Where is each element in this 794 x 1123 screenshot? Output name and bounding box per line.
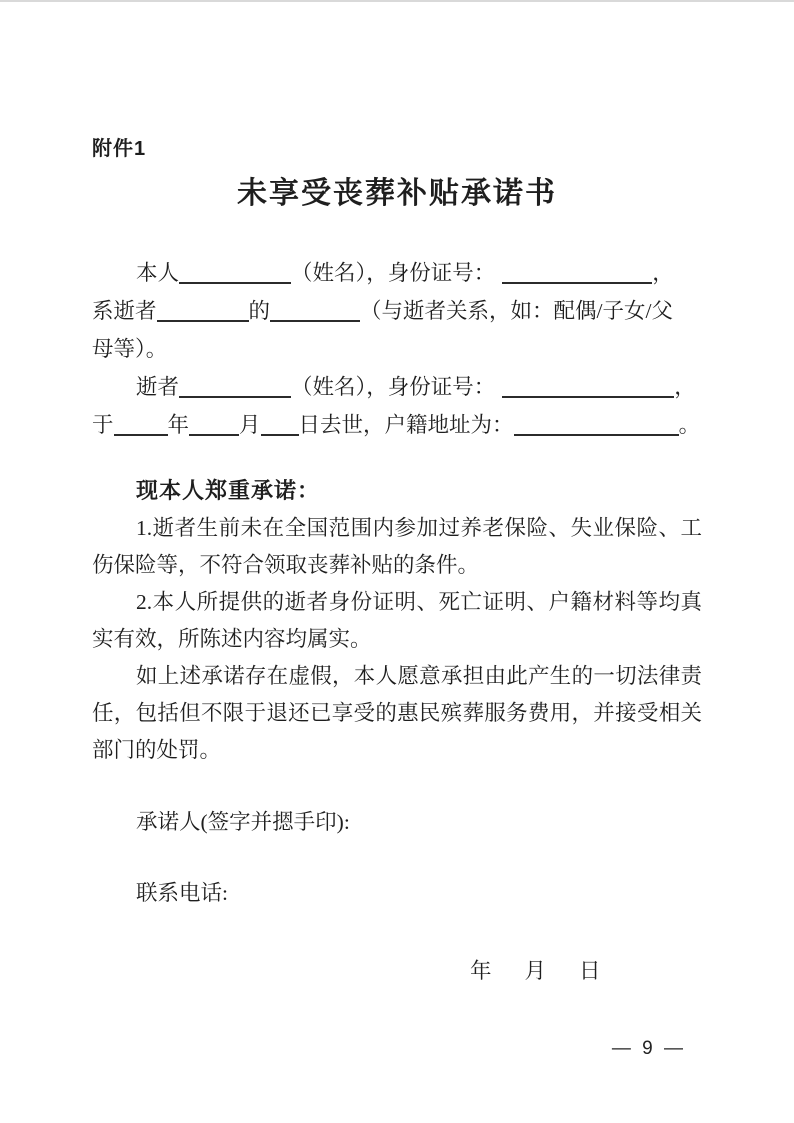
attachment-label: 附件1	[92, 138, 147, 160]
declarant-id-label: （姓名），身份证号：	[291, 261, 496, 285]
blank-relationship	[270, 296, 360, 322]
relation-particle: 的	[248, 299, 271, 323]
promise-item-2-line-2: 实有效，所陈述内容均属实。	[92, 627, 372, 651]
deceased-line1-comma: ，	[674, 375, 696, 399]
death-date-prefix: 于	[92, 413, 114, 437]
date-year-label: 年	[470, 959, 492, 983]
deceased-line-2	[92, 406, 702, 444]
page-number: — 9 —	[611, 1038, 686, 1059]
liability-line-1: 如上述承诺存在虚假，本人愿意承担由此产生的一切法律责	[136, 664, 702, 688]
blank-deceased-name-ref	[157, 296, 249, 322]
deceased-paragraph	[92, 368, 702, 444]
blank-death-month	[189, 410, 239, 436]
blank-death-year	[114, 410, 168, 436]
blank-declarant-id-number	[502, 258, 652, 284]
blank-deceased-name	[179, 372, 291, 398]
phone-label: 联系电话:	[136, 881, 228, 905]
phone-block	[92, 874, 702, 912]
liability-line-2: 任，包括但不限于退还已享受的惠民殡葬服务费用，并接受相关	[92, 701, 702, 725]
liability-paragraph	[92, 658, 702, 769]
blank-household-address	[514, 410, 679, 436]
deceased-line2-period: 。	[678, 413, 701, 437]
death-address-label: 日去世，户籍地址为：	[298, 413, 514, 437]
declarant-prefix: 本人	[136, 261, 180, 285]
document-content	[92, 2, 702, 990]
date-month-label: 月	[524, 959, 547, 983]
blank-deceased-id-number	[502, 372, 674, 398]
signature-block	[92, 803, 702, 841]
date-row	[92, 952, 702, 990]
relation-hint: （与逝者关系，如：配偶/子女/父	[360, 299, 673, 323]
deceased-line-1	[92, 368, 702, 406]
promise-item-2-line-1: 2.本人所提供的逝者身份证明、死亡证明、户籍材料等均真	[136, 590, 702, 614]
declarant-line-2	[92, 292, 702, 330]
deceased-prefix: 逝者	[136, 375, 180, 399]
promise-item-2	[92, 584, 702, 658]
date-day-label: 日	[579, 959, 601, 983]
document-title: 未享受丧葬补贴承诺书	[237, 177, 557, 210]
blank-death-day	[261, 410, 299, 436]
signer-label: 承诺人(签字并摁手印):	[136, 810, 350, 834]
death-month-label: 月	[239, 413, 261, 437]
liability-line-3: 部门的处罚。	[92, 738, 222, 762]
promise-item-1-line-1: 1.逝者生前未在全国范围内参加过养老保险、失业保险、工	[136, 516, 702, 540]
blank-declarant-name	[179, 258, 291, 284]
promise-heading: 现本人郑重承诺：	[136, 478, 321, 503]
relation-hint-tail: 母等）。	[92, 337, 168, 361]
relation-prefix: 系逝者	[92, 299, 157, 323]
deceased-id-label: （姓名），身份证号：	[291, 375, 496, 399]
promise-item-1-line-2: 伤保险等，不符合领取丧葬补贴的条件。	[92, 553, 480, 577]
declarant-line-3	[92, 330, 702, 368]
declarant-line1-comma: ，	[652, 261, 674, 285]
death-year-label: 年	[167, 413, 190, 437]
promise-item-1	[92, 510, 702, 584]
declarant-paragraph	[92, 254, 702, 368]
declarant-line-1	[92, 254, 702, 292]
